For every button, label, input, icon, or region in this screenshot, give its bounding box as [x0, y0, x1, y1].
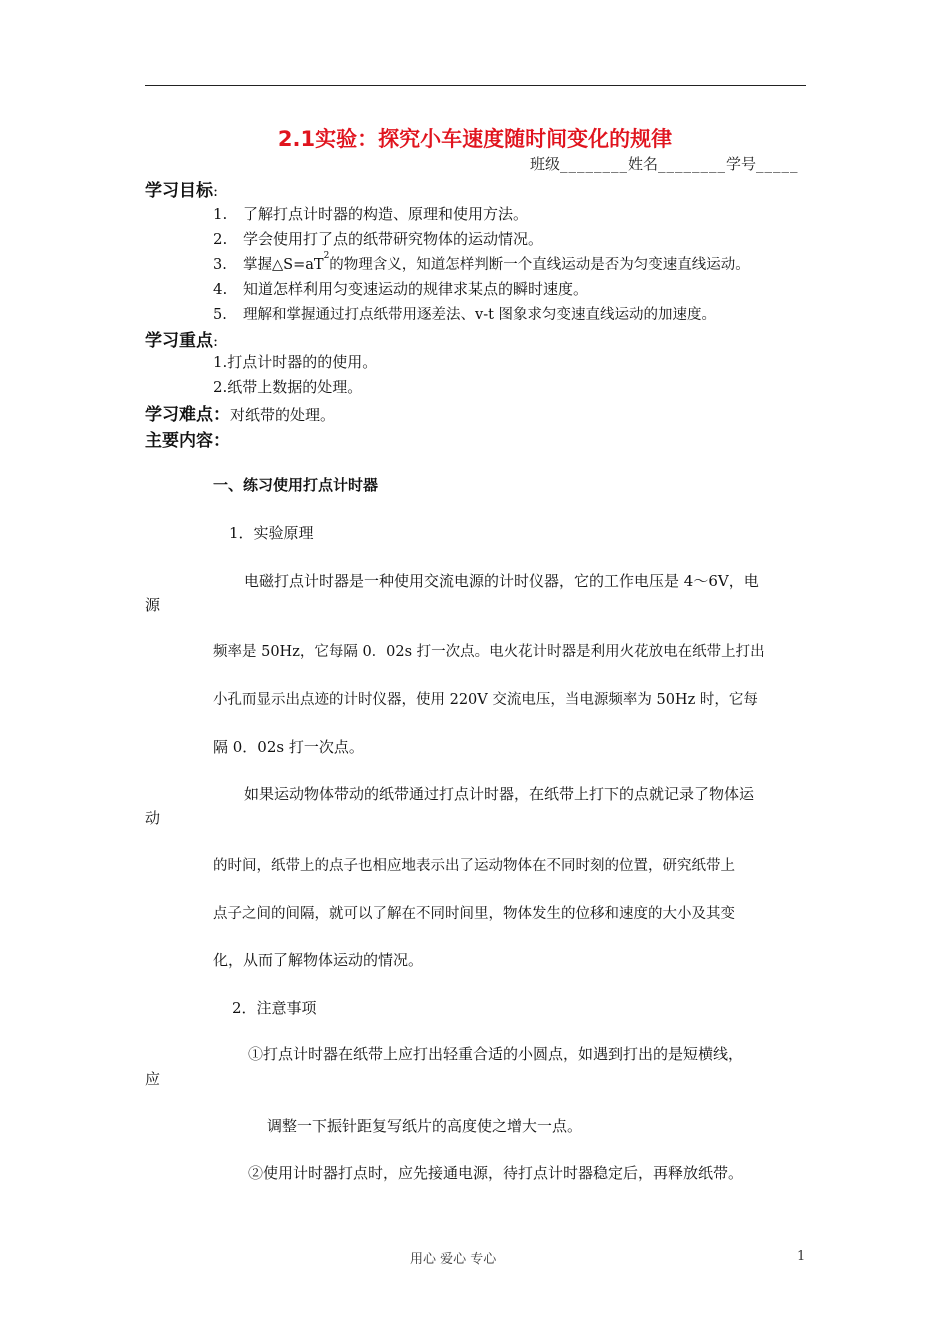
class-blank: ________: [560, 155, 629, 173]
main-content-heading: 主要内容：: [145, 431, 230, 451]
footer-text: 用心 爱心 专心: [410, 1252, 497, 1267]
subsection-principle: 1．实验原理: [229, 524, 314, 542]
paragraph-2-line-1: 如果运动物体带动的纸带通过打点计时器，在纸带上打下的点就记录了物体运: [244, 785, 755, 803]
class-label: 班级: [530, 155, 561, 173]
objective-item-5: 5. 理解和掌握通过打点纸带用逐差法、v-t 图象求匀变速直线运动的加速度。: [213, 307, 717, 323]
name-blank: ________: [658, 155, 727, 173]
header-rule: [145, 85, 806, 86]
note-1-line-1: ①打点计时器在纸带上应打出轻重合适的小圆点，如遇到打出的是短横线，: [248, 1045, 744, 1063]
paragraph-2-line-4: 点子之间的间隔，就可以了解在不同时间里，物体发生的位移和速度的大小及其变: [213, 906, 735, 922]
paragraph-1-line-5: 隔 0．02s 打一次点。: [213, 738, 364, 756]
key-point-item-2: 2.纸带上数据的处理。: [213, 378, 363, 396]
objective-item-4: 4. 知道怎样利用匀变速运动的规律求某点的瞬时速度。: [213, 280, 589, 298]
name-label: 姓名: [628, 155, 659, 173]
paragraph-1-line-1: 电磁打点计时器是一种使用交流电源的计时仪器，它的工作电压是 4～6V，电: [244, 572, 759, 590]
page-title: 2.1实验：探究小车速度随时间变化的规律: [277, 127, 673, 151]
paragraph-2-line-3: 的时间，纸带上的点子也相应地表示出了运动物体在不同时刻的位置，研究纸带上: [213, 858, 735, 874]
key-points-heading: 学习重点:: [145, 331, 219, 351]
student-info-line: [530, 153, 799, 174]
paragraph-1-line-3: 频率是 50Hz，它每隔 0．02s 打一次点。电火花计时器是利用火花放电在纸带上打出: [213, 644, 765, 660]
note-2: ②使用计时器打点时，应先接通电源，待打点计时器稳定后，再释放纸带。: [248, 1164, 744, 1182]
paragraph-1-line-2: 源: [145, 596, 161, 614]
id-blank: _____: [756, 155, 799, 173]
paragraph-2-line-2: 动: [145, 809, 161, 827]
difficulty-line: 学习难点：对纸带的处理。: [145, 405, 336, 425]
id-label: 学号: [726, 155, 757, 173]
subsection-notes: 2．注意事项: [232, 999, 317, 1017]
objective-item-1: 1. 了解打点计时器的构造、原理和使用方法。: [213, 205, 529, 223]
objectives-heading: 学习目标:: [145, 181, 219, 201]
key-point-item-1: 1.打点计时器的的使用。: [213, 353, 378, 371]
paragraph-2-line-5: 化，从而了解物体运动的情况。: [213, 951, 424, 969]
paragraph-1-line-4: 小孔而显示出点迹的计时仪器，使用 220V 交流电压，当电源频率为 50Hz 时，它每: [213, 692, 758, 708]
page-number: 1: [797, 1249, 806, 1264]
objective-item-2: 2. 学会使用打了点的纸带研究物体的运动情况。: [213, 230, 544, 248]
section-heading: 一、练习使用打点计时器: [213, 476, 379, 494]
objective-item-3: 3. 掌握$\triangle S=aT^2$的物理含义，知道怎样判断一个直线运动是否为匀变速直线运动。: [213, 251, 750, 273]
note-1-line-2: 应: [145, 1070, 161, 1088]
note-1-line-3: 调整一下振针距复写纸片的高度使之增大一点。: [267, 1117, 583, 1135]
